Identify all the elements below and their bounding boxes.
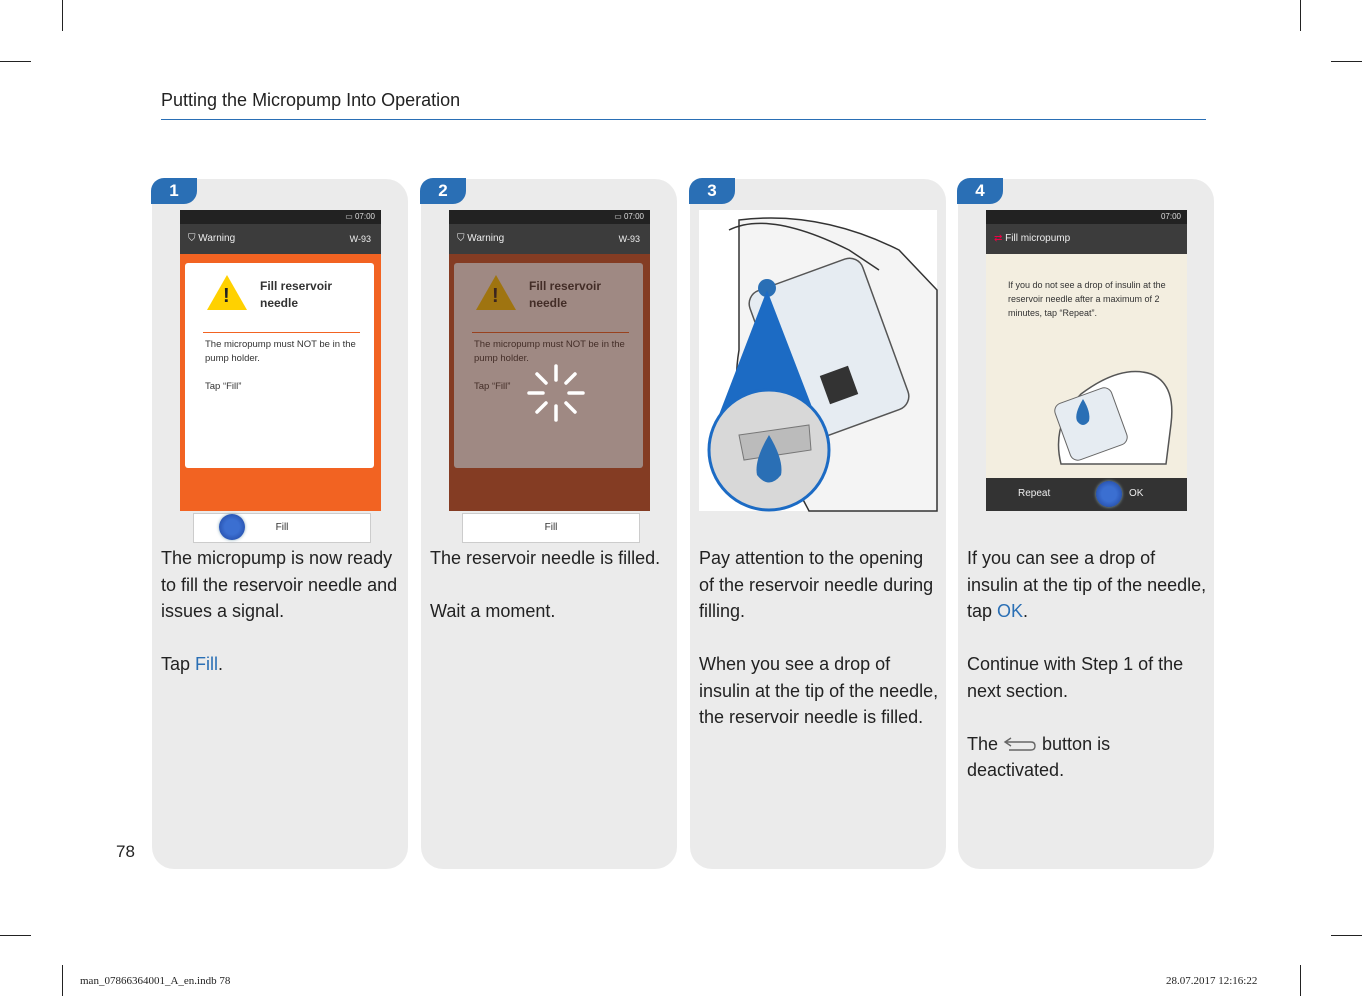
footer-file-info: man_07866364001_A_en.indb 78 [80, 975, 231, 987]
page-header-title: Putting the Micropump Into Operation [161, 90, 461, 110]
warning-icon: ⛉ [188, 233, 199, 244]
micropump-filling-illustration [699, 210, 937, 511]
tap-indicator [1096, 481, 1122, 507]
crop-mark [1331, 61, 1362, 62]
crop-mark [0, 935, 31, 936]
step-panel-3 [690, 179, 946, 869]
fill-button: Fill [462, 513, 640, 543]
step-panel-4 [958, 179, 1214, 869]
status-bar: 07:00 [986, 210, 1187, 224]
screen-titlebar: ⇄ Fill micropump [986, 224, 1187, 254]
footer-timestamp: 28.07.2017 12:16:22 [1166, 975, 1258, 987]
fill-button[interactable]: Fill [193, 513, 371, 543]
step-panel-1 [152, 179, 408, 869]
step-badge: 1 [151, 178, 197, 204]
step-description: The reservoir needle is filled. Wait a moment. [430, 548, 661, 621]
back-arrow-icon [1003, 736, 1037, 752]
screen-titlebar: ⛉ Warning W-93 [449, 224, 650, 254]
ok-button[interactable]: OK [1129, 488, 1144, 499]
ok-link[interactable]: OK [997, 601, 1024, 621]
header-divider [161, 119, 1206, 120]
crop-mark [1300, 0, 1301, 31]
step-description: The micropump is now ready to fill the reservoir needle and issues a signal. Tap Fill. [161, 548, 398, 674]
status-bar: ▭ 07:00 [449, 210, 650, 224]
crop-mark [1331, 935, 1362, 936]
tap-indicator [219, 514, 245, 540]
step-panel-2 [421, 179, 677, 869]
fill-arrows-icon: ⇄ [994, 233, 1006, 244]
step-badge: 4 [957, 178, 1003, 204]
warning-icon: ⛉ [457, 233, 468, 244]
device-screen [986, 210, 1187, 511]
device-screen [180, 210, 381, 533]
repeat-button[interactable]: Repeat [1018, 488, 1051, 499]
status-bar: ▭ 07:00 [180, 210, 381, 224]
fill-link[interactable]: Fill [195, 654, 219, 674]
warning-frame [180, 254, 381, 533]
crop-mark [0, 61, 31, 62]
fill-micropump-body: If you do not see a drop of insulin at the reservoir needle after a maximum of 2 minutes, tap “Repeat”. [986, 254, 1187, 478]
step-description: If you can see a drop of insulin at the tip of the needle, tap OK. Continue with Step 1 of the next section. The button is deactivated. [967, 548, 1207, 780]
screen-softkey-bar [986, 478, 1187, 511]
step-badge: 3 [689, 178, 735, 204]
warning-card: ! Fill reservoir needle The micropump must NOT be in the pump holder. Tap “Fill” [185, 263, 374, 468]
step-badge: 2 [420, 178, 466, 204]
screen-titlebar: ⛉ Warning W-93 [180, 224, 381, 254]
page-number: 78 [116, 842, 135, 861]
crop-mark [1300, 965, 1301, 996]
hand-pump-illustration [1041, 354, 1181, 474]
crop-mark [62, 0, 63, 31]
card-title: Fill reservoir needle [260, 279, 333, 310]
loading-spinner-icon [523, 360, 589, 426]
crop-mark [62, 965, 63, 996]
device-screen [449, 210, 650, 533]
step-description: Pay attention to the opening of the reservoir needle during filling. When you see a drop of insulin at the tip of the needle, the reservoir needle is filled. [699, 548, 939, 727]
